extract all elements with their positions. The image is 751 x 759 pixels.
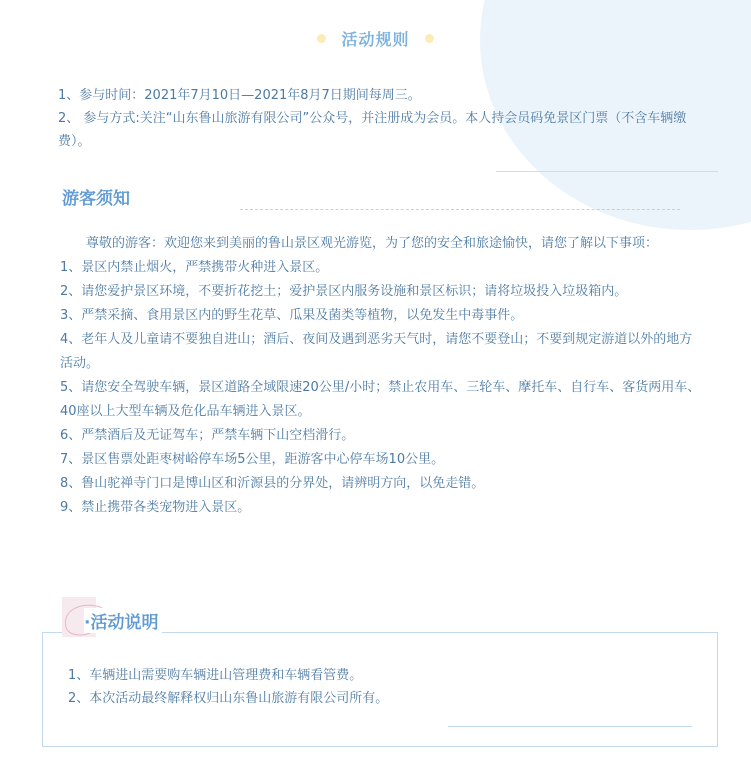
activity-rules-title: 活动规则 bbox=[341, 29, 410, 49]
notice-intro: 尊敬的游客：欢迎您来到美丽的鲁山景区观光游览，为了您的安全和旅途愉快，请您了解以下事项： bbox=[86, 236, 659, 251]
activity-description-title: ·活动说明 bbox=[84, 608, 162, 633]
notice-item: 5、请您安全驾驶车辆，景区道路全域限速20公里/小时；禁止农用车、三轮车、摩托车、自行车、客货两用车、40座以上大型车辆及危化品车辆进入景区。 bbox=[60, 380, 701, 419]
box-underline bbox=[448, 726, 692, 727]
notice-item: 2、请您爱护景区环境，不要折花挖土；爱护景区内服务设施和景区标识；请将垃圾投入垃圾箱内。 bbox=[60, 284, 628, 299]
decorative-line bbox=[496, 171, 718, 172]
activity-rules-list bbox=[58, 84, 708, 153]
notice-item: 3、严禁采摘、食用景区内的野生花草、瓜果及菌类等植物，以免发生中毒事件。 bbox=[60, 308, 524, 323]
notice-item: 9、禁止携带各类宠物进入景区。 bbox=[60, 500, 251, 515]
activity-description-list bbox=[68, 664, 688, 710]
visitor-notice-title: 游客须知 bbox=[62, 189, 130, 209]
rule-item: 2、 参与方式:关注“山东鲁山旅游有限公司”公众号，并注册成为会员。本人持会员码免景区门票（不含车辆缴费）。 bbox=[58, 111, 687, 149]
left-dot-icon bbox=[317, 34, 326, 43]
rule-item: 1、参与时间：2021年7月10日—2021年8月7日期间每周三。 bbox=[58, 88, 421, 103]
description-item: 1、车辆进山需要购车辆进山管理费和车辆看管费。 bbox=[68, 668, 363, 683]
activity-rules-header bbox=[0, 24, 751, 52]
notice-item: 4、老年人及儿童请不要独自进山；酒后、夜间及遇到恶劣天气时，请您不要登山；不要到规定游道以外的地方活动。 bbox=[60, 332, 693, 371]
notice-item: 6、严禁酒后及无证驾车；严禁车辆下山空档滑行。 bbox=[60, 428, 355, 443]
notice-item: 8、鲁山驼禅寺门口是博山区和沂源县的分界处，请辨明方向，以免走错。 bbox=[60, 476, 485, 491]
notice-item: 7、景区售票处距枣树峪停车场5公里，距游客中心停车场10公里。 bbox=[60, 452, 445, 467]
visitor-notice-body bbox=[60, 232, 705, 520]
description-item: 2、本次活动最终解释权归山东鲁山旅游有限公司所有。 bbox=[68, 691, 389, 706]
notice-item: 1、景区内禁止烟火，严禁携带火种进入景区。 bbox=[60, 260, 329, 275]
dashed-divider bbox=[240, 209, 680, 210]
right-dot-icon bbox=[425, 34, 434, 43]
